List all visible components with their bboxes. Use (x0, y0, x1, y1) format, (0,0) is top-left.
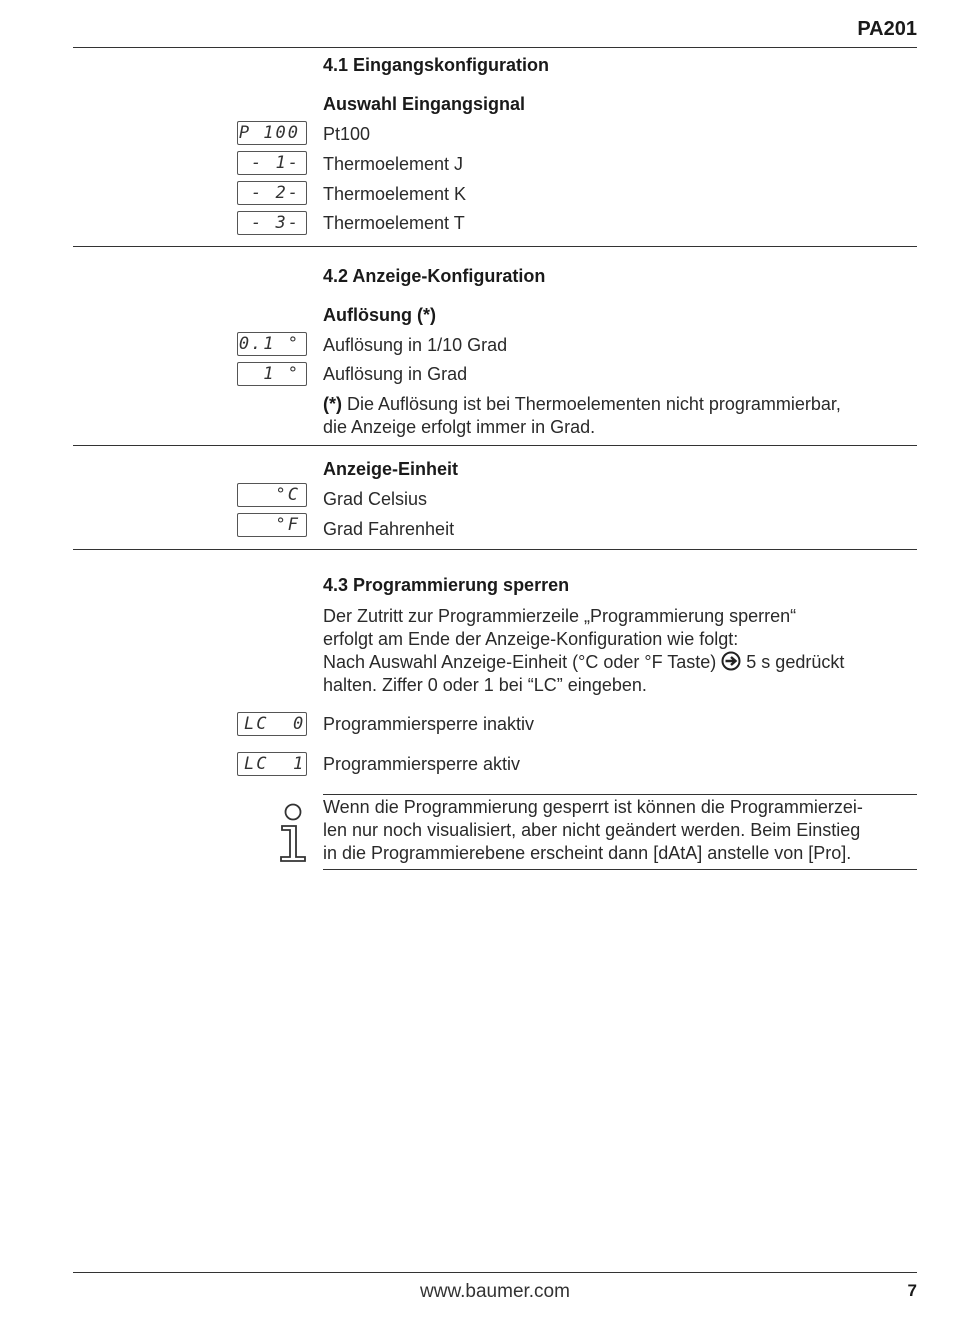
display-unit-subtitle: Anzeige-Einheit (323, 459, 459, 479)
resolution-note (323, 393, 913, 439)
input-signal-subtitle: Auswahl Eingangsignal (323, 94, 526, 114)
section-4-2-title: 4.2 Anzeige-Konfiguration (323, 266, 546, 286)
footer-rule (73, 1272, 917, 1273)
lcd-display-lock-on: LC 1 (237, 752, 307, 776)
lcd-display-celsius: °C (237, 483, 307, 507)
info-top-rule (323, 794, 917, 795)
resolution-subtitle: Auflösung (*) (323, 305, 436, 325)
option-label-fahrenheit: Grad Fahrenheit (323, 519, 455, 539)
section-divider (73, 549, 917, 550)
section-divider (73, 445, 917, 446)
info-line1: Wenn die Programmierung gesperrt ist können die Programmierzei- (323, 797, 863, 817)
lcd-display-resolution-tenth: 0.1 ° (237, 332, 307, 356)
lock-instructions (323, 605, 913, 697)
info-icon (276, 802, 310, 864)
instruction-line2: erfolgt am Ende der Anzeige-Konfiguration wie folgt: (323, 629, 739, 649)
lcd-display-pt100: P 100 (237, 121, 307, 145)
section-divider (73, 246, 917, 247)
note-text-line1: Die Auflösung ist bei Thermoelementen nicht programmierbar, (342, 394, 841, 414)
option-label-thermo-k: Thermoelement K (323, 184, 467, 204)
page-number: 7 (907, 1281, 917, 1300)
option-label-resolution-tenth: Auflösung in 1/10 Grad (323, 335, 508, 355)
option-label-thermo-j: Thermoelement J (323, 154, 464, 174)
option-label-resolution-degree: Auflösung in Grad (323, 364, 468, 384)
option-label-lock-on: Programmiersperre aktiv (323, 754, 521, 774)
lcd-display-resolution-degree: 1 ° (237, 362, 307, 386)
info-line2: len nur noch visualisiert, aber nicht geändert werden. Beim Einstieg (323, 820, 861, 840)
lcd-display-lock-off: LC 0 (237, 712, 307, 736)
note-text-line2: die Anzeige erfolgt immer in Grad. (323, 417, 596, 437)
info-bottom-rule (323, 869, 917, 870)
lcd-display-thermo-k: - 2- (237, 181, 307, 205)
info-note (323, 796, 913, 865)
instruction-line4: halten. Ziffer 0 oder 1 bei “LC” eingeben. (323, 675, 647, 695)
instruction-line3: Nach Auswahl Anzeige-Einheit (°C oder °F Taste) (323, 652, 717, 672)
arrow-key-icon (721, 651, 741, 671)
header-rule (73, 47, 917, 48)
instruction-line1: Der Zutritt zur Programmierzeile „Programmierung sperren“ (323, 606, 797, 626)
info-line3: in die Programmierebene erscheint dann [dAtA] anstelle von [Pro]. (323, 843, 852, 863)
option-label-pt100: Pt100 (323, 124, 371, 144)
option-label-celsius: Grad Celsius (323, 489, 428, 509)
lcd-display-thermo-j: - 1- (237, 151, 307, 175)
lcd-display-fahrenheit: °F (237, 513, 307, 537)
section-4-1-title: 4.1 Eingangskonfiguration (323, 55, 550, 75)
section-4-3-title: 4.3 Programmierung sperren (323, 575, 570, 595)
note-marker: (*) (323, 394, 342, 414)
option-label-lock-off: Programmiersperre inaktiv (323, 714, 535, 734)
lcd-display-thermo-t: - 3- (237, 211, 307, 235)
footer-website: www.baumer.com (420, 1281, 570, 1302)
instruction-line3-tail: 5 s gedrückt (746, 652, 845, 672)
option-label-thermo-t: Thermoelement T (323, 213, 465, 233)
document-brand: PA201 (857, 18, 917, 40)
